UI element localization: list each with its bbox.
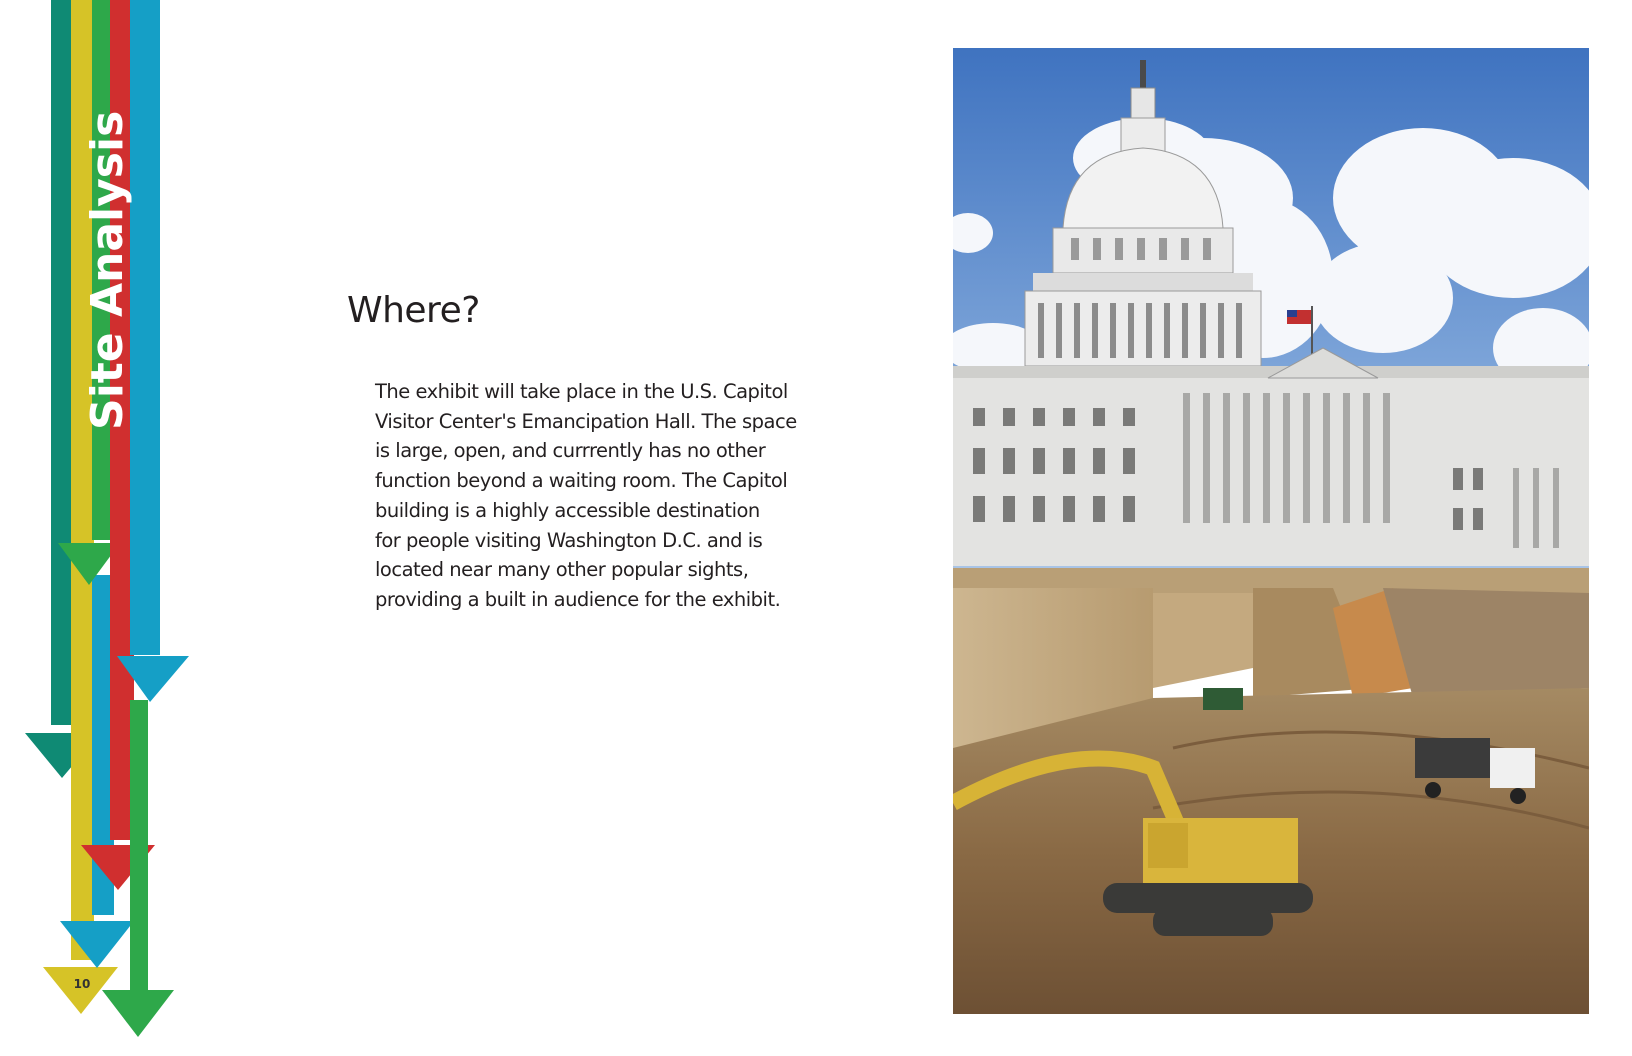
body-line: located near many other popular sights, [375, 558, 749, 582]
green-arrow-head [102, 990, 174, 1037]
body-line: function beyond a waiting room. The Capitol [375, 469, 788, 493]
body-line: providing a built in audience for the exhibit. [375, 587, 781, 611]
capitol-construction-photo [953, 48, 1589, 1014]
body-line: is large, open, and currrently has no other [375, 439, 766, 463]
body-line: building is a highly accessible destination [375, 498, 760, 522]
body-line: Visitor Center's Emancipation Hall. The space [375, 409, 797, 433]
body-line: for people visiting Washington D.C. and is [375, 528, 763, 552]
capitol-illustration [953, 48, 1589, 1014]
section-title: Site Analysis [82, 110, 133, 430]
body-line: The exhibit will take place in the U.S. Capitol [375, 380, 788, 403]
page-number: 10 [73, 977, 91, 991]
body-paragraph [375, 377, 805, 615]
green-arrow-shaft [130, 700, 148, 990]
page-heading: Where? [347, 290, 480, 331]
